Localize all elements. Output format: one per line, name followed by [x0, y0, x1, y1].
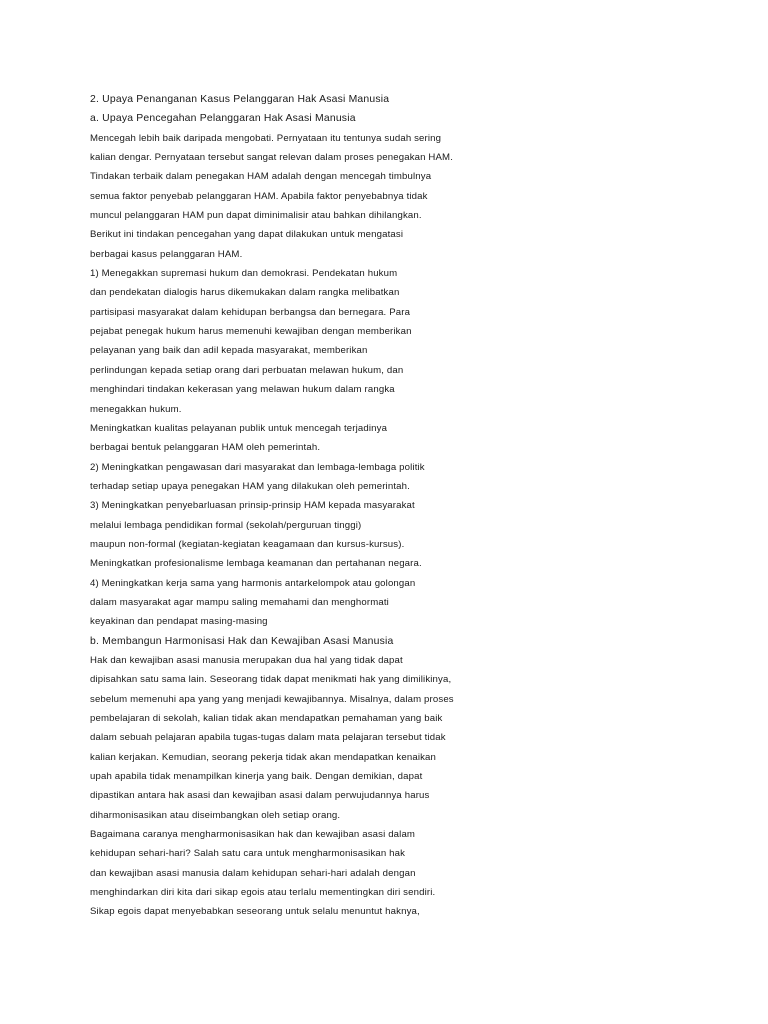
text-line: Hak dan kewajiban asasi manusia merupakan dua hal yang tidak dapat	[90, 654, 403, 666]
text-line: Bagaimana caranya mengharmonisasikan hak dan kewajiban asasi dalam	[90, 829, 416, 841]
text-line: Berikut ini tindakan pencegahan yang dapat dilakukan untuk mengatasi	[90, 229, 404, 241]
text-line: pejabat penegak hukum harus memenuhi kewajiban dengan memberikan	[90, 326, 412, 338]
text-line: 4) Meningkatkan kerja sama yang harmonis antarkelompok atau golongan	[90, 577, 416, 589]
text-line: berbagai kasus pelanggaran HAM.	[90, 248, 243, 260]
text-line: 2) Meningkatkan pengawasan dari masyarakat dan lembaga-lembaga politik	[90, 461, 425, 473]
text-line: menegakkan hukum.	[90, 403, 182, 415]
text-line: dan kewajiban asasi manusia dalam kehidupan sehari-hari adalah dengan	[90, 867, 416, 879]
text-line: muncul pelanggaran HAM pun dapat diminimalisir atau bahkan dihilangkan.	[90, 210, 422, 222]
text-line: kalian dengar. Pernyataan tersebut sangat relevan dalam proses penegakan HAM.	[90, 152, 454, 164]
text-line: dan pendekatan dialogis harus dikemukakan dalam rangka melibatkan	[90, 287, 400, 299]
text-line: perlindungan kepada setiap orang dari perbuatan melawan hukum, dan	[90, 364, 404, 376]
text-line: Meningkatkan profesionalisme lembaga keamanan dan pertahanan negara.	[90, 558, 422, 570]
text-line: kalian kerjakan. Kemudian, seorang pekerja tidak akan mendapatkan kenaikan	[90, 751, 437, 763]
text-line: kehidupan sehari-hari? Salah satu cara untuk mengharmonisasikan hak	[90, 848, 406, 860]
text-line: berbagai bentuk pelanggaran HAM oleh pemerintah.	[90, 442, 321, 454]
text-line: sebelum memenuhi apa yang yang menjadi kewajibannya. Misalnya, dalam proses	[90, 693, 454, 705]
text-line: Tindakan terbaik dalam penegakan HAM adalah dengan mencegah timbulnya	[90, 171, 432, 183]
text-line: Meningkatkan kualitas pelayanan publik untuk mencegah terjadinya	[90, 422, 388, 434]
section-heading: 2. Upaya Penanganan Kasus Pelanggaran Hak Asasi Manusia	[90, 94, 390, 105]
text-line: upah apabila tidak menampilkan kinerja yang baik. Dengan demikian, dapat	[90, 771, 423, 783]
text-line: maupun non-formal (kegiatan-kegiatan keagamaan dan kursus-kursus).	[90, 538, 405, 550]
text-line: semua faktor penyebab pelanggaran HAM. Apabila faktor penyebabnya tidak	[90, 190, 428, 202]
text-line: pelayanan yang baik dan adil kepada masyarakat, memberikan	[90, 345, 368, 357]
text-line: terhadap setiap upaya penegakan HAM yang dilakukan oleh pemerintah.	[90, 480, 410, 492]
text-line: 1) Menegakkan supremasi hukum dan demokrasi. Pendekatan hukum	[90, 268, 398, 280]
document-text-block	[90, 90, 710, 922]
section-heading: b. Membangun Harmonisasi Hak dan Kewajiban Asasi Manusia	[90, 635, 394, 647]
section-heading: a. Upaya Pencegahan Pelanggaran Hak Asasi Manusia	[90, 113, 356, 125]
text-line: pembelajaran di sekolah, kalian tidak akan mendapatkan pemahaman yang baik	[90, 713, 443, 724]
text-line: dipisahkan satu sama lain. Seseorang tidak dapat menikmati hak yang dimilikinya,	[90, 674, 452, 686]
text-line: menghindarkan diri kita dari sikap egois atau terlalu mementingkan diri sendiri.	[90, 887, 436, 899]
text-line: dalam sebuah pelajaran apabila tugas-tugas dalam mata pelajaran tersebut tidak	[90, 732, 446, 744]
text-line: melalui lembaga pendidikan formal (sekolah/perguruan tinggi)	[90, 519, 362, 531]
text-line: keyakinan dan pendapat masing-masing	[90, 616, 268, 628]
text-line: diharmonisasikan atau diseimbangkan oleh setiap orang.	[90, 809, 341, 821]
text-line: dipastikan antara hak asasi dan kewajiban asasi dalam perwujudannya harus	[90, 790, 430, 802]
text-line: Sikap egois dapat menyebabkan seseorang untuk selalu menuntut haknya,	[90, 906, 420, 918]
text-line: menghindari tindakan kekerasan yang melawan hukum dalam rangka	[90, 384, 395, 396]
text-line: Mencegah lebih baik daripada mengobati. Pernyataan itu tentunya sudah sering	[90, 132, 442, 144]
text-line: partisipasi masyarakat dalam kehidupan berbangsa dan bernegara. Para	[90, 306, 411, 318]
text-line: 3) Meningkatkan penyebarluasan prinsip-prinsip HAM kepada masyarakat	[90, 500, 415, 512]
text-line: dalam masyarakat agar mampu saling memahami dan menghormati	[90, 596, 389, 608]
